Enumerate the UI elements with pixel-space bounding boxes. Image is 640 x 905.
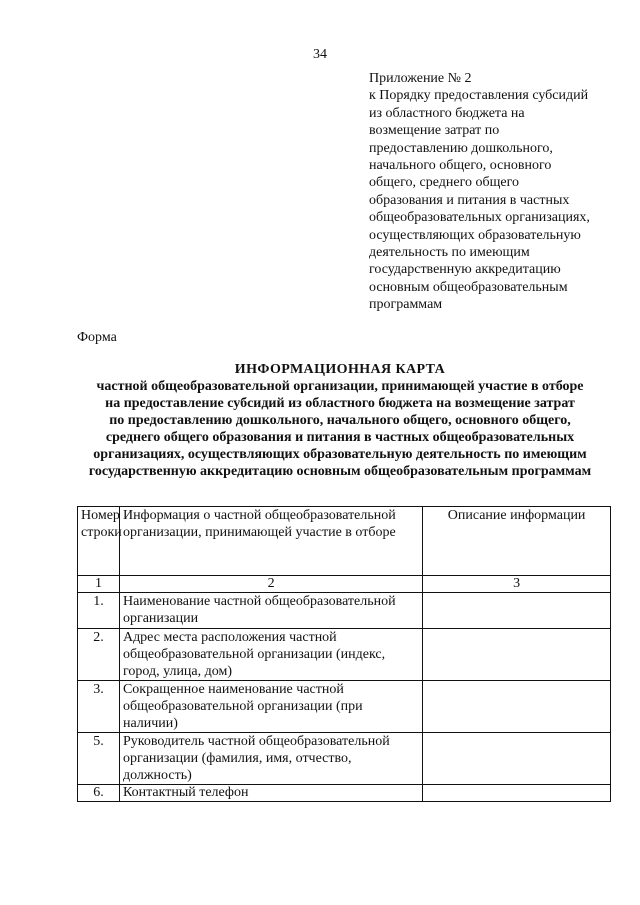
header-info: Информация о частной общеобразовательной организации, принимающей участие в отборе (119, 507, 422, 576)
column-number: 1 (78, 576, 120, 593)
row-description[interactable] (423, 785, 611, 802)
row-info: Наименование частной общеобразовательной организации (119, 593, 422, 629)
title-main: ИНФОРМАЦИОННАЯ КАРТА (234, 362, 446, 377)
appendix-line: образования и питания в частных (369, 192, 570, 208)
title-line: на предоставление субсидий из областного бюджета на возмещение затрат (105, 396, 575, 411)
table-row (78, 785, 611, 802)
title-line: частной общеобразовательной организации, принимающей участие в отборе (96, 379, 584, 394)
appendix-heading (369, 70, 619, 314)
appendix-line: Приложение № 2 (369, 71, 472, 86)
row-number: 6. (78, 785, 120, 802)
appendix-line: деятельность по имеющим (369, 245, 530, 261)
info-table (77, 506, 611, 802)
appendix-line: государственную аккредитацию (369, 262, 561, 278)
row-info: Сокращенное наименование частной общеобразовательной организации (при наличии) (119, 681, 422, 733)
row-info: Контактный телефон (119, 785, 422, 802)
title-line: государственную аккредитацию основным общеобразовательным программам (88, 464, 592, 479)
table-row (78, 733, 611, 785)
table-row (78, 593, 611, 629)
column-number: 3 (423, 576, 611, 593)
appendix-line: осуществляющих образовательную (369, 227, 581, 243)
page-number: 34 (313, 47, 327, 62)
appendix-line: к Порядку предоставления субсидий (369, 88, 589, 104)
column-number: 2 (119, 576, 422, 593)
title-line: организациях, осуществляющих образовательную деятельность по имеющим (93, 447, 587, 462)
row-number: 5. (78, 733, 120, 785)
title-line: среднего общего образования и питания в частных общеобразовательных (105, 430, 575, 445)
appendix-line: начального общего, основного (369, 158, 552, 174)
row-description[interactable] (423, 681, 611, 733)
appendix-line: предоставлению дошкольного, (369, 140, 553, 156)
row-description[interactable] (423, 733, 611, 785)
row-description[interactable] (423, 629, 611, 681)
header-row-number: Номер строки (78, 507, 120, 576)
appendix-line: общего, среднего общего (369, 175, 519, 191)
row-number: 3. (78, 681, 120, 733)
appendix-line: общеобразовательных организациях, (369, 210, 590, 226)
appendix-line: из областного бюджета на (369, 105, 525, 121)
table-row (78, 629, 611, 681)
row-description[interactable] (423, 593, 611, 629)
document-title (40, 361, 640, 480)
row-number: 1. (78, 593, 120, 629)
column-number-row (78, 576, 611, 593)
title-line: по предоставлению дошкольного, начального общего, основного общего, (109, 413, 571, 428)
appendix-line: программам (369, 297, 443, 313)
table-header-row (78, 507, 611, 576)
appendix-line: возмещение затрат по (369, 123, 500, 139)
row-number: 2. (78, 629, 120, 681)
appendix-line: основным общеобразовательным (369, 279, 568, 295)
row-info: Адрес места расположения частной общеобразовательной организации (индекс, город, улица, дом) (119, 629, 422, 681)
form-label: Форма (77, 330, 117, 345)
table-row (78, 681, 611, 733)
row-info: Руководитель частной общеобразовательной организации (фамилия, имя, отчество, должность) (119, 733, 422, 785)
header-description: Описание информации (423, 507, 611, 576)
